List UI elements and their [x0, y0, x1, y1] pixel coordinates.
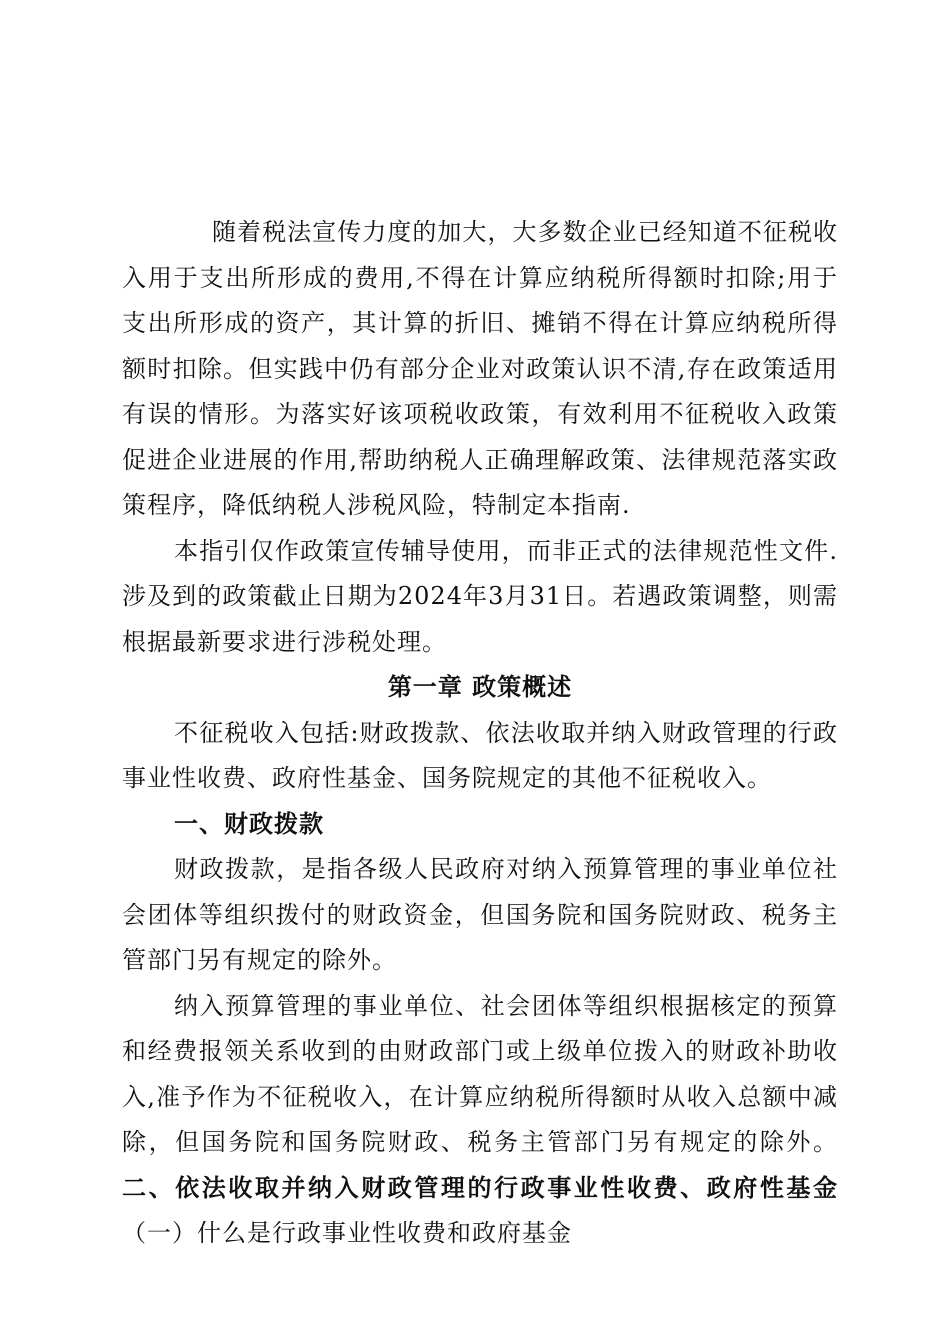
section-1-paragraph-2-text: 纳入预算管理的事业单位、社会团体等组织根据核定的预算和经费报领关系收到的由财政部门或上级单位拨入的财政补助收入,准予作为不征税收入，在计算应纳税所得额时从收入总额中减除，但国务院和国务院财政、税务主管部门另有规定的除外。: [122, 991, 838, 1156]
section-2-heading: 二、依法收取并纳入财政管理的行政事业性收费、政府性基金: [122, 1173, 838, 1202]
intro-paragraph-2: 本指引仅作政策宣传辅导使用，而非正式的法律规范性文件.涉及到的政策截止日期为2024年3月31日。若遇政策调整，则需根据最新要求进行涉税处理。: [122, 536, 838, 656]
section-1-heading: 一、财政拨款: [174, 809, 324, 838]
subsection-1-title: （一）什么是行政事业性收费和政府基金: [122, 1219, 572, 1247]
section-1-paragraph-1: 财政拨款，是指各级人民政府对纳入预算管理的事业单位社会团体等组织拨付的财政资金，但国务院和国务院财政、税务主管部门另有规定的除外。: [122, 855, 838, 974]
chapter-title: 第一章 政策概述: [387, 673, 573, 701]
intro-paragraph-1: 随着税法宣传力度的加大，大多数企业已经知道不征税收入用于支出所形成的费用,不得在计算应纳税所得额时扣除;用于支出所形成的资产，其计算的折旧、摊销不得在计算应纳税所得额时扣除。但实践中仍有部分企业对政策认识不清,存在政策适用有误的情形。为落实好该项税收政策，有效利用不征税收入政策促进企业进展的作用,帮助纳税人正确理解政策、法律规范落实政策程序，降低纳税人涉税风险，特制定本指南.: [122, 218, 838, 519]
section-1-paragraph-2: [122, 984, 838, 1257]
overview-paragraph: 不征税收入包括:财政拨款、依法收取并纳入财政管理的行政事业性收费、政府性基金、国务院规定的其他不征税收入。: [122, 718, 838, 792]
document-body: [122, 210, 838, 1257]
